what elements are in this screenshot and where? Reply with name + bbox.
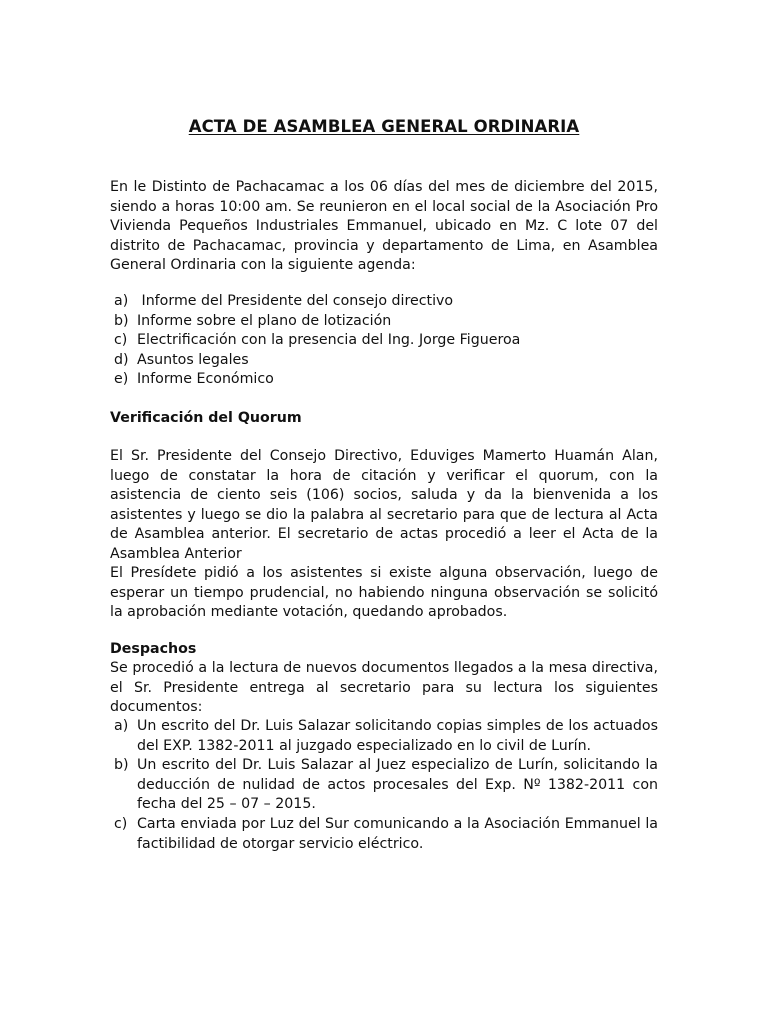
document-item-text: Un escrito del Dr. Luis Salazar al Juez especializo de Lurín, solicitando la deducción de nulidad de actos procesales del Exp. Nº 1382-2011 con fecha del 25 – 07 – 2015. xyxy=(137,757,658,813)
agenda-item-marker: e) xyxy=(114,371,129,388)
agenda-item xyxy=(110,331,658,351)
approval-paragraph: El Presídete pidió a los asistentes si existe alguna observación, luego de esperar un tiempo prudencial, no habiendo ninguna observación se solicitó la aprobación mediante votación, quedando aprobados. xyxy=(110,565,658,621)
agenda-item-text: Electrificación con la presencia del Ing. Jorge Figueroa xyxy=(137,332,521,349)
agenda-item xyxy=(110,292,658,312)
quorum-paragraph: El Sr. Presidente del Consejo Directivo, Eduviges Mamerto Huamán Alan, luego de constatar la hora de citación y verificar el quorum, con la asistencia de ciento seis (106) socios, saluda y da la bienvenida a los asistentes y luego se dio la palabra al secretario para que de lectura al Acta de Asamblea anterior. El secretario de actas procedió a leer el Acta de la Asamblea Anterior xyxy=(110,448,658,562)
quorum-heading: Verificación del Quorum xyxy=(110,410,302,426)
despachos-heading: Despachos xyxy=(110,641,197,657)
agenda-item-marker: a) xyxy=(114,293,129,309)
document-item-marker: c) xyxy=(114,815,128,832)
agenda-item-marker: c) xyxy=(114,332,128,349)
agenda-item xyxy=(110,312,658,332)
document-item-text: Un escrito del Dr. Luis Salazar solicitando copias simples de los actuados del EXP. 1382-2011 al juzgado especializado en lo civil de Lurín. xyxy=(137,718,658,754)
agenda-item-text: Informe del Presidente del consejo directivo xyxy=(137,293,454,309)
document-item-marker: b) xyxy=(114,757,129,774)
agenda-list xyxy=(110,292,658,390)
document-title: ACTA DE ASAMBLEA GENERAL ORDINARIA xyxy=(188,117,580,136)
document-item-marker: a) xyxy=(114,718,129,734)
document-item xyxy=(110,717,658,756)
agenda-item-marker: b) xyxy=(114,312,129,329)
agenda-item-text: Informe Económico xyxy=(137,371,274,388)
agenda-item xyxy=(110,370,658,390)
agenda-item xyxy=(110,351,658,371)
document-item xyxy=(110,815,658,854)
agenda-item-marker: d) xyxy=(114,351,129,368)
agenda-item-text: Asuntos legales xyxy=(137,351,249,368)
despachos-paragraph: Se procedió a la lectura de nuevos documentos llegados a la mesa directiva, el Sr. Presidente entrega al secretario para su lectura los siguientes documentos: xyxy=(110,660,658,716)
document-item xyxy=(110,756,658,815)
documents-list xyxy=(110,717,658,854)
agenda-item-text: Informe sobre el plano de lotización xyxy=(137,312,392,329)
intro-paragraph: En le Distinto de Pachacamac a los 06 días del mes de diciembre del 2015, siendo a horas 10:00 am. Se reunieron en el local social de la Asociación Pro Vivienda Pequeños Industriales Emmanuel, ubicado en Mz. C lote 07 del distrito de Pachacamac, provincia y departamento de Lima, en Asamblea General Ordinaria con la siguiente agenda: xyxy=(110,179,658,274)
document-item-text: Carta enviada por Luz del Sur comunicando a la Asociación Emmanuel la factibilidad de otorgar servicio eléctrico. xyxy=(137,815,658,852)
